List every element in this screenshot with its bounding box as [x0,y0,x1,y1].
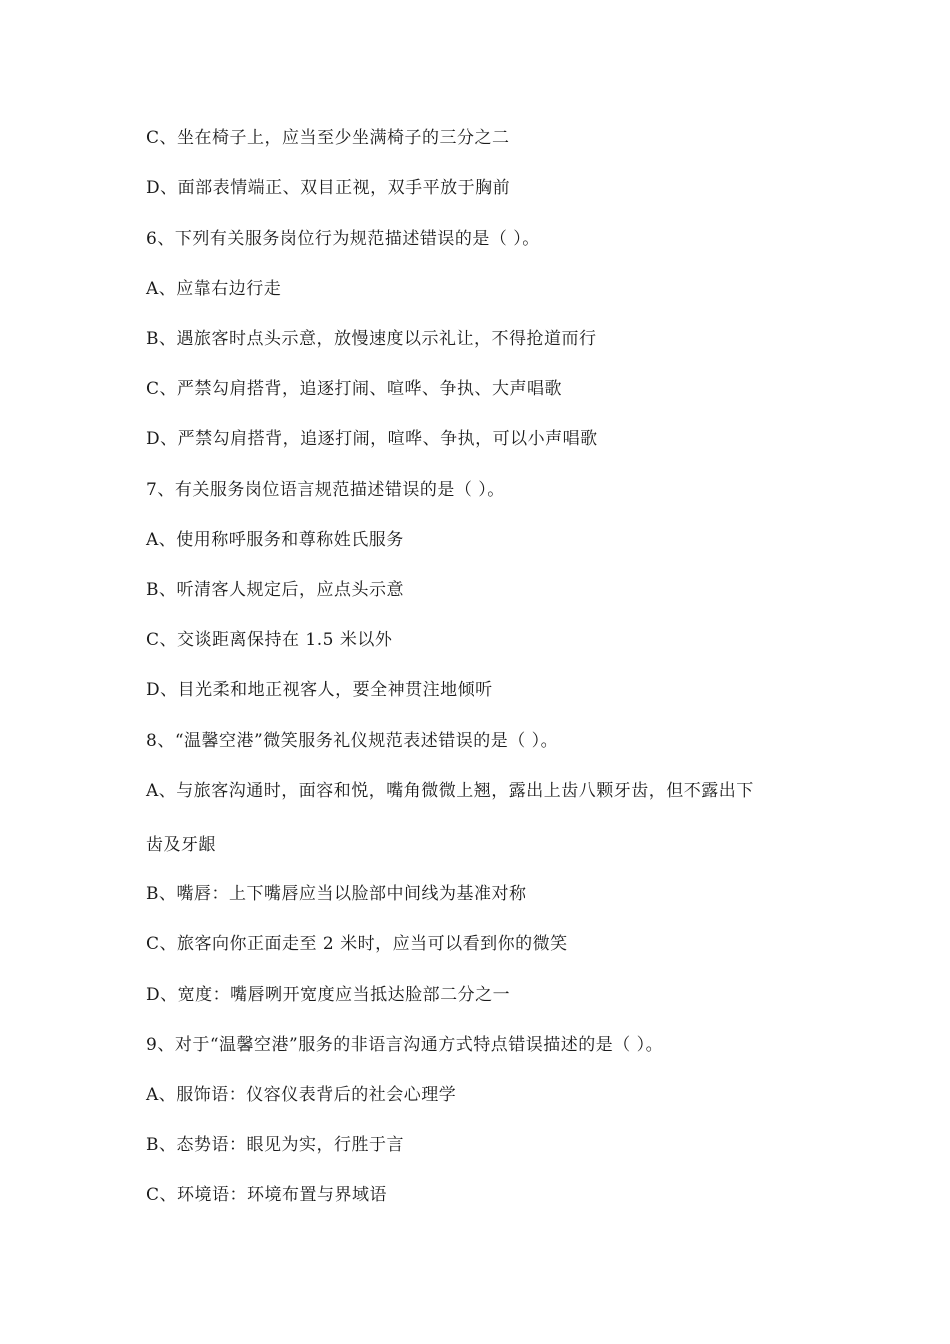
option-d-q5: D、面部表情端正、双目正视，双手平放于胸前 [146,178,511,198]
question-6: 6、下列有关服务岗位行为规范描述错误的是（ ）。 [146,229,540,249]
option-a-q9: A、服饰语：仪容仪表背后的社会心理学 [146,1085,457,1105]
option-b-q9: B、态势语：眼见为实，行胜于言 [146,1135,404,1155]
question-9: 9、对于“温馨空港”服务的非语言沟通方式特点错误描述的是（ ）。 [146,1035,664,1055]
option-c-q6: C、严禁勾肩搭背，追逐打闹、喧哗、争执、大声唱歌 [146,379,563,399]
option-c-q8: C、旅客向你正面走至 2 米时，应当可以看到你的微笑 [146,934,568,954]
option-c-q9: C、环境语：环境布置与界域语 [146,1185,388,1205]
option-a-q7: A、使用称呼服务和尊称姓氏服务 [146,530,404,550]
option-b-q6: B、遇旅客时点头示意，放慢速度以示礼让，不得抢道而行 [146,329,597,349]
option-b-q7: B、听清客人规定后，应点头示意 [146,580,404,600]
question-8: 8、“温馨空港”微笑服务礼仪规范表述错误的是（ ）。 [146,731,559,751]
option-d-q6: D、严禁勾肩搭背，追逐打闹，喧哗、争执，可以小声唱歌 [146,429,598,449]
option-c-q7: C、交谈距离保持在 1.5 米以外 [146,630,393,650]
option-d-q7: D、目光柔和地正视客人，要全神贯注地倾听 [146,680,493,700]
question-7: 7、有关服务岗位语言规范描述错误的是（ ）。 [146,480,505,500]
option-a-q8-continued: 齿及牙龈 [146,835,216,855]
option-a-q6: A、应靠右边行走 [146,279,282,299]
option-d-q8: D、宽度：嘴唇咧开宽度应当抵达脸部二分之一 [146,985,511,1005]
option-b-q8: B、嘴唇：上下嘴唇应当以脸部中间线为基准对称 [146,884,527,904]
option-a-q8: A、与旅客沟通时，面容和悦，嘴角微微上翘，露出上齿八颗牙齿，但不露出下 [146,781,754,801]
option-c-q5: C、坐在椅子上，应当至少坐满椅子的三分之二 [146,128,510,148]
